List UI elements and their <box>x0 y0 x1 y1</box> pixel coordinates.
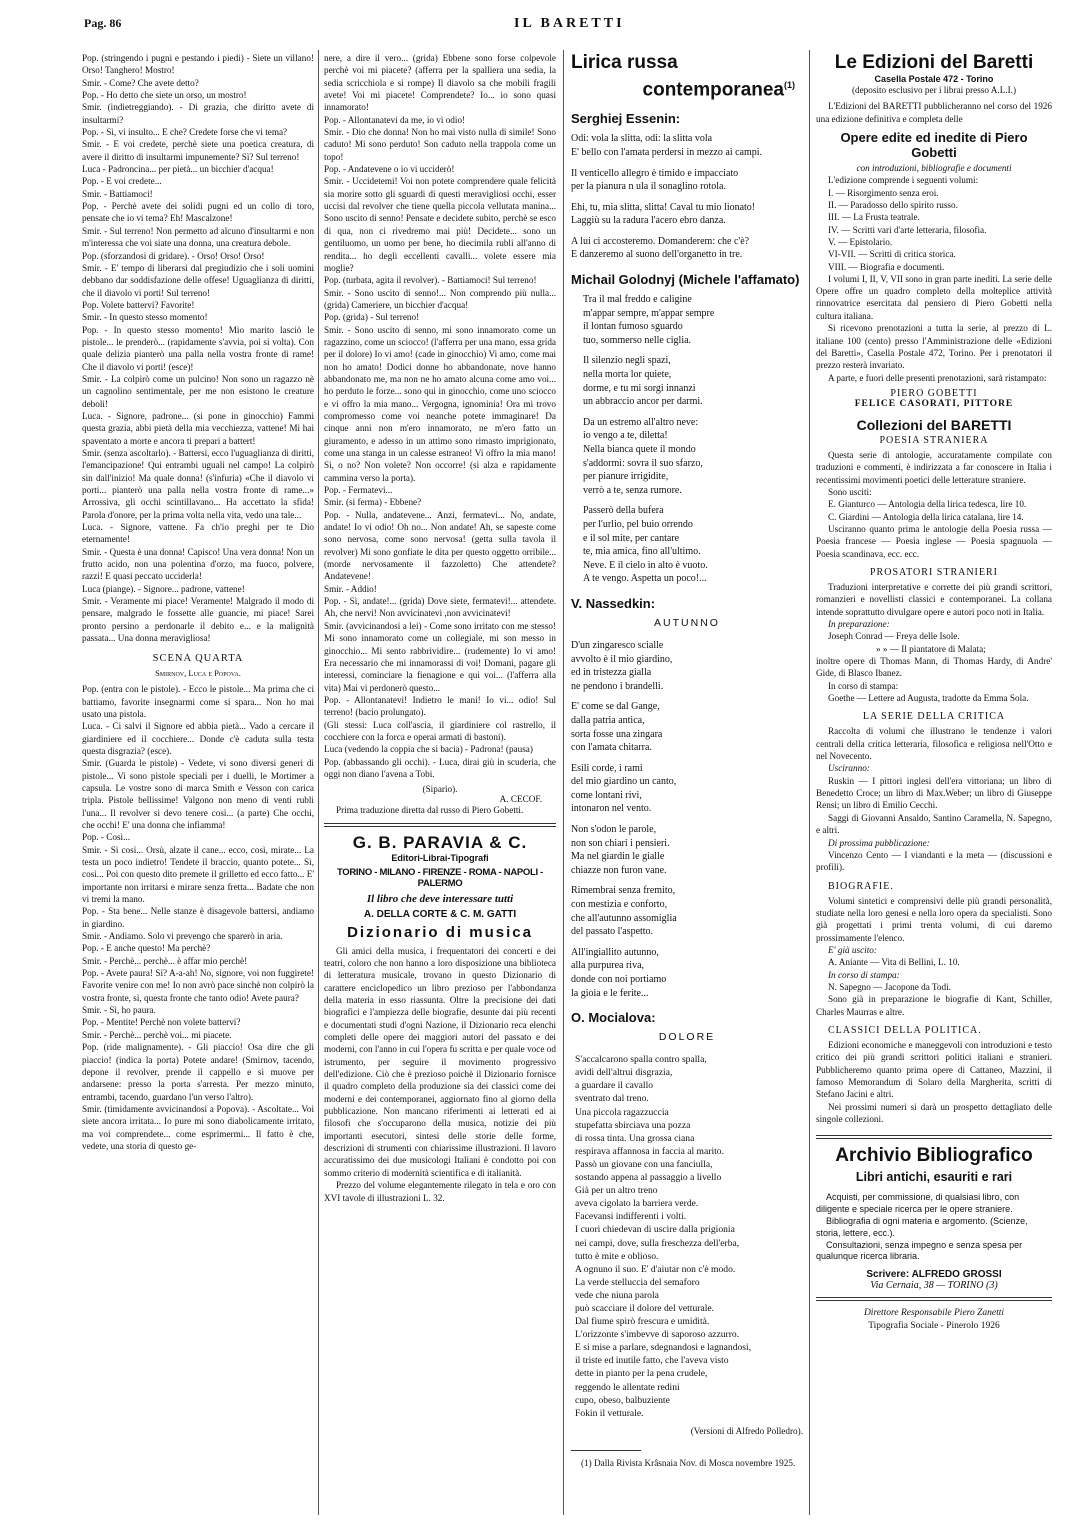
poem-line: s'addormì: sovra il suo sfarzo, <box>583 457 703 469</box>
poem-line: I cuori chiedevan di uscire dalla prigionia <box>575 1224 735 1236</box>
poem-line: S'accalcarono spalla contro spalla, <box>575 1054 707 1066</box>
reprint-title: FELICE CASORATI, PITTORE <box>854 398 1014 409</box>
dialogue-line: Pop. - Sì, andate!... (grida) Dove siete, fermatevi!... attendete. Ah, che nervi! Non avvicinatevi ,non avvicinatevi! <box>324 596 556 619</box>
archivio-title: Archivio Bibliografico <box>835 1145 1033 1167</box>
dialogue-line: Smir. - Sì, ho paura. <box>82 1005 156 1016</box>
volume-item: VIII. — Biografia e documenti. <box>828 261 945 272</box>
prosatori-heading: PROSATORI STRANIERI <box>870 566 998 578</box>
dialogue-line: Pop. - Andatevene o io vi ucciderò! <box>324 164 455 175</box>
poem-line: tuo, sommerso nelle ciglia. <box>583 334 692 346</box>
column-divider <box>318 50 319 1515</box>
paravia-tagline: Il libro che deve interessare tutti <box>366 892 514 905</box>
poem-line: come lontani rivi, <box>571 789 642 801</box>
lirica-title-1: Lirica russa <box>571 52 678 73</box>
scene-title: SCENA QUARTA <box>152 652 244 664</box>
publisher-column <box>816 52 1052 1512</box>
corso-2: Sono già in preparazione le biografie di Kant, Schiller, Charles Maurras e altre. <box>816 994 1052 1017</box>
poem-line: cupo, obeso, balbuziente <box>575 1394 670 1406</box>
archivio-acquisti: Acquisti, per commissione, di qualsiasi libro, con diligente e speciale ricerca per le opere straniere. <box>816 1192 1020 1215</box>
stanza-gap <box>571 939 803 946</box>
dialogue-line: Smir. (indietreggiando). - Di grazia, che diritto avete di insultarmi? <box>82 102 314 125</box>
poem-line: E' bello con l'amata perdersi in mezzo ai campi. <box>571 146 763 158</box>
poem-line: Tra il mal freddo e caligine <box>583 294 692 306</box>
divider <box>816 1135 1052 1139</box>
poem-line: può scacciare il dolore del vetturale. <box>575 1302 715 1314</box>
edizioni-intro: L'Edizioni del BARETTI pubblicheranno nel corso del 1926 una edizione definitiva e completa delle <box>816 101 1052 124</box>
poem-line: a guardare il cavallo <box>575 1080 654 1092</box>
dialogue-line: Pop. (sforzandosi di gridare). - Orso! Orso! Orso! <box>82 250 265 261</box>
poet-golodnyj: Michail Golodnyj (Michele l'affamato) <box>571 272 800 288</box>
divider <box>816 1297 1052 1301</box>
poem-line: sventrato dal treno. <box>575 1093 649 1105</box>
dialogue-line: Pop. (abbassando gli occhi). - Luca, dirai giù in scuderia, che oggi non diano l'avena a Tobi. <box>324 756 556 779</box>
dialogue-line: Smir. - E voi credete, perchè siete una poetica creatura, di avere il diritto di insultarmi impunemente? Sì? Sul terreno! <box>82 139 314 162</box>
poem-line: A te vengo. Aspetta un poco!... <box>583 573 707 585</box>
poem-line: non son chiari i pensieri. <box>571 837 670 849</box>
dizionario-authors: A. DELLA CORTE & C. M. GATTI <box>363 908 517 920</box>
dialogue-line: Pop. - E voi credete... <box>82 176 162 187</box>
poem-line: A lui ci accosteremo. Domanderem: che c'è? <box>571 235 750 247</box>
critica-list: Ruskin — I pittori inglesi dell'era vittoriana; un libro di Benedetto Croce; un libro di Max.Weber; un libro di Giuseppe Rensi; un libro di Emilio Cecchi. <box>816 775 1052 811</box>
stampa-label: In corso di stampa: <box>828 680 899 691</box>
dialogue-line: Smir. - Come? Che avete detto? <box>82 77 199 88</box>
play-dialogue-part2 <box>82 683 314 1152</box>
poem-line: sorta fosse una zingara <box>571 728 663 740</box>
poem-line: nella morta lor quiete, <box>583 369 672 381</box>
poem-line: Non s'odon le parole, <box>571 824 657 836</box>
opere-comprende: L'edizione comprende i seguenti volumi: <box>828 175 979 186</box>
poem-line: chiazze non furon vane. <box>571 864 667 876</box>
poem-line: Esili corde, i rami <box>571 762 643 774</box>
play-dialogue-part3 <box>324 52 556 780</box>
dialogue-line: Pop. - Allontanatevi da me, io vi odio! <box>324 114 466 125</box>
dialogue-line: Pop. - Ho detto che siete un orso, un mostro! <box>82 90 247 101</box>
uscito-2: C. Giardini — Antologia della lirica catalana, lire 14. <box>828 511 1024 522</box>
poem-line: donde con noi portiamo <box>571 974 667 986</box>
dialogue-line: Pop. - In questo stesso momento! Mio marito lasciò le pistole... le prenderò... (rapidamente s'avvia, poi si volta). Con quale delizia pianterò una palla nella vostra fronte di rame! Che il diavolo vi porti! (esce)! <box>82 324 314 372</box>
archivio-bibliografia: Bibliografia di ogni materia e argomento. (Scienze, storia, lettere, ecc.). <box>816 1215 1028 1238</box>
poem-essenin <box>571 132 803 262</box>
footer-director: Direttore Responsabile Piero Zanetti <box>863 1308 1005 1319</box>
poem-line: Passerò della bufera <box>583 505 664 517</box>
corso-1: N. Sapegno — Jacopone da Todi. <box>828 981 951 992</box>
poetry-column <box>571 52 803 1512</box>
poet-essenin: Serghiej Essenin: <box>571 111 681 127</box>
poem-line: tutto è mite e oblioso. <box>575 1250 659 1262</box>
poem-line: per pianure irrigidite, <box>583 471 669 483</box>
edizioni-text-1: I volumi I, II, V, VII sono in gran parte inediti. La serie delle Opere offre un quadro completo della molteplice attività rinnovatrice esercitata dal pensiero di Piero Gobetti nella cultura italiana. <box>816 273 1052 321</box>
footer-printer: Tipografia Sociale - Pinerolo 1926 <box>868 1321 1000 1332</box>
pross-pub-label: Di prossima pubblicazione: <box>828 837 930 848</box>
dialogue-line: Smir. - Perchè... perchè... è affar mio perchè! <box>82 955 248 966</box>
poem-line: La verde stelluccia del semaforo <box>575 1276 700 1288</box>
dialogue-line: Smir. - Battiamoci! <box>82 188 153 199</box>
uscito-1: E. Gianturco — Antologia della lirica tedesca, lire 10. <box>828 499 1027 510</box>
prep-2: » » — Il piantatore di Malata; <box>876 643 986 654</box>
dialogue-line: Smir. - Sono uscito di senno!... Non comprendo più nulla... (grida) Cameriere, un bicchier d'acqua! <box>324 287 556 310</box>
dialogue-line: Pop. (turbata, agita il revolver). - Battiamoci! Sul terreno! <box>324 275 537 286</box>
dialogue-line: Luca. - Signore, padrone... (si pone in ginocchio) Fammi questa grazia, abbi pietà della mia vecchiezza, vattene! Mi hai spaventato a morte e ancora ti prepari a battert! <box>82 410 314 446</box>
edizioni-text-3: A parte, e fuori delle presenti prenotazioni, sarà ristampato: <box>828 372 1047 383</box>
poem-line: Passò un giovane con una fanciulla, <box>575 1158 713 1170</box>
dialogue-line: Luca. - Ci salvi il Signore ed abbia pietà... Vado a cercare il giardiniere ed il cocchiere... Donde c'è caduta sulla testa questa disgrazia? (esce). <box>82 721 314 756</box>
archivio-contact: Scrivere: ALFREDO GROSSI <box>866 1269 1002 1281</box>
stanza-gap <box>583 409 803 416</box>
dialogue-line: Luca (vedendo la coppia che si bacia) - Padrona! (pausa) <box>324 744 533 755</box>
poem-line: Il silenzio negli spazi, <box>583 355 671 367</box>
dialogue-line: Smir. - Veramente mi piace! Veramente! Malgrado il modo di pensare, malgrado le fossette alle guancie, mi piace! Sarei pronto persino a perdonarle il debito e... e la malignità passata... Una donna meravigliosa! <box>82 596 314 644</box>
dialogue-line: Luca. - Signore, vattene. Fa ch'io preghi per te Dio eternamente! <box>82 522 314 545</box>
scene-characters: Smirnov, Luca e Popova. <box>155 667 241 678</box>
dialogue-line: Pop. - Così... <box>82 832 130 843</box>
poem-line: aveva cigolato la barriera verde. <box>575 1198 699 1210</box>
poem-line: ne pendono i brandelli. <box>571 680 664 692</box>
poem-line: io vengo a te, diletta! <box>583 430 668 442</box>
poesia-text: Questa serie di antologie, accuratamente compilate con traduzioni e commenti, è indirizzata a far conoscere in Italia i recentissimi movimenti poetici delle letterature straniere. <box>816 449 1052 485</box>
poem-dolore <box>571 1053 803 1420</box>
classici-heading: CLASSICI DELLA POLITICA. <box>828 1024 982 1036</box>
volume-item: III. — La Frusta teatrale. <box>828 212 920 223</box>
poem-line: che all'autunno assomiglia <box>571 912 677 924</box>
dialogue-line: Smir. - Andiamo. Solo vi prevengo che sparerò in aria. <box>82 931 283 942</box>
volume-item: V. — Epistolario. <box>828 236 893 247</box>
dialogue-line: (Gli stessi: Luca coll'ascia, il giardiniere col rastrello, il cocchiere con la forca e operai armati di bastoni). <box>324 719 556 742</box>
dizionario-price: Prezzo del volume elegantemente rilegato in tela e oro con XVI tavole di illustrazioni L. 32. <box>324 1180 556 1203</box>
pross-1: Vincenzo Cento — I viandanti e la meta — (discussioni e profili). <box>816 849 1052 873</box>
poet-nassedkin: V. Nassedkin: <box>571 595 656 611</box>
poem-line: te, mia amica, fino all'ultimo. <box>583 546 701 558</box>
gia-1: A. Aniante — Vita di Bellini, L. 10. <box>828 957 960 968</box>
play-column-1 <box>82 52 314 1512</box>
edizioni-deposit: (deposito esclusivo per i librai presso A.L.I.) <box>851 85 1017 95</box>
dialogue-line: Smir. - E' tempo di liberarsi dal pregiudizio che i soli uomini debbano dar soddisfazione delle offese! Uguaglianza di diritti, che il diavolo vi porti! Sul terreno! <box>82 262 314 298</box>
paravia-advert <box>324 833 556 1204</box>
footnote-rule <box>571 1450 641 1451</box>
poem-line: del mio giardino un canto, <box>571 776 677 788</box>
saggi-text: Saggi di Giovanni Ansaldo, Santino Caramella, N. Sapegno, e altri. <box>816 812 1052 836</box>
poem-line: Facevansi indifferenti i volti. <box>575 1211 687 1223</box>
poem-line: con l'amata chitarra. <box>571 742 652 754</box>
poem-line: respirava affannosa in faccia al marito. <box>575 1145 724 1157</box>
dialogue-line: Pop. - Sì, vi insulto... E che? Credete forse che vi tema? <box>82 127 288 138</box>
page-number: Pag. 86 <box>84 16 122 30</box>
stanza-gap <box>571 160 803 167</box>
opere-subtitle: con introduzioni, bibliografie e documenti <box>856 163 1012 174</box>
poem-line: con mestizia e conforto, <box>571 899 668 911</box>
dialogue-line: Pop. - Fermatevi... <box>324 485 393 496</box>
poem-line: dalla patria antica, <box>571 714 645 726</box>
biografie-text: Volumi sintetici e comprensivi delle più grandi personalità, studiate nella loro genesi e nella loro opera da specialisti. Sono già progettati i primi trenta volumi, di cui daremo prossimamente l'elenco. <box>816 895 1052 943</box>
dialogue-line: Pop. - Nulla, andatevene... Anzi, fermatevi... No, andate, andate! Io vi odio! Oh no... Non andate! Ah, se sapeste come sono nervosa, come sono nervosa! (getta sulla tavola il revolver) Mi sono gonfiate le dita per questo oggetto orribile... (morde nervosamente il fazzoletto) Che attendete? Andatevene! <box>324 509 556 582</box>
poem-line: avvolto è il mio giardino, <box>571 653 673 665</box>
prep-label: In preparazione: <box>828 619 890 630</box>
usciranno-label: Usciranno: <box>828 763 870 774</box>
play-dialogue-part1 <box>82 52 314 645</box>
dialogue-line: Pop. Volete battervi? Favorite! <box>82 299 195 310</box>
gia-label: E' già uscito: <box>828 944 877 955</box>
poem-line: nei campi, dove, sulla freschezza dell'erba, <box>575 1237 740 1249</box>
poem-line: m'appar sempre, m'appar sempre <box>583 307 715 319</box>
archivio-address: Via Cernaia, 38 — TORINO (3) <box>870 1280 998 1292</box>
poem-line: avidi dell'altrui disgrazia, <box>575 1067 673 1079</box>
lirica-title-note: (1) <box>784 80 795 90</box>
poem-golodnyj <box>571 293 803 586</box>
poem-line: vede che niuna parola <box>575 1289 659 1301</box>
dialogue-line: Pop. (ride malignamente). - Gli piaccio! Osa dire che gli piaccio! (indica la porta) Potete andare! (Smirnov, tacendo, depone il revolver, prende il cappello e si muove per andarsene: presso la porta s'arresta. Per mezzo minuto, entrambi, tacendo, guardano l'un verso l'altro). <box>82 1042 314 1102</box>
dizionario-title: Dizionario di musica <box>347 923 533 941</box>
stanza-gap <box>571 194 803 201</box>
volume-item: VI-VII. — Scritti di critica storica. <box>828 249 956 260</box>
play-column-2 <box>324 52 556 1512</box>
translator-credit: (Versioni di Alfredo Polledro). <box>690 1425 803 1436</box>
page-header <box>84 16 1004 32</box>
dialogue-line: Smir. - Perchè... perchè voi... mi piacete. <box>82 1029 232 1040</box>
dialogue-line: Smir. - Sul terreno! Non permetto ad alcuno d'insultarmi e non m'interessa che voi siate una donna, una creatura debole. <box>82 225 314 249</box>
poem-line: D'un zingaresco scialle <box>571 639 664 651</box>
paravia-subtitle: Editori-Librai-Tipografi <box>391 852 489 863</box>
poem-line: stupefatta sbirciava una pozza <box>575 1119 691 1131</box>
volume-list <box>816 187 1052 273</box>
poem-line: dette in pianto per la pena crudele, <box>575 1368 708 1380</box>
poem-line: All'ingiallito autunno, <box>571 946 659 958</box>
reprint-author: PIERO GOBETTI <box>890 387 978 399</box>
dialogue-line: Smir. (timidamente avvicinandosi a Popova). - Ascoltate... Voi siete ancora irritata... Io pure mi sono diabolicamente irritato, ma voi comprendete... come esprimermi... Il fatto è che, vedete, una storia di questo ge- <box>82 1103 314 1151</box>
poem-line: Laggiù su la radura l'acero ebro danza. <box>571 215 726 227</box>
poem-line: ed in tristezza gialla <box>571 667 652 679</box>
dialogue-line: Pop. (grida) - Sul terreno! <box>324 312 420 323</box>
dialogue-line: nere, a dire il vero... (grida) Ebbene sono forse colpevole perchè voi mi piacete? (afferra per la spalliera una sedia, la sedia scricchiola e si rompe) Il diavolo sa che mobili fragili avete! Voi mi piacete! Comprendete? Io... io sono quasi innamorato! <box>324 53 556 113</box>
poem-line: alla purpurea riva, <box>571 960 645 972</box>
paravia-name: G. B. PARAVIA & C. <box>352 832 528 852</box>
archivio-consultazioni: Consultazioni, senza impegno e senza spesa per qualunque ricerca libraria. <box>816 1239 1023 1262</box>
poem-line: il lontan fumoso sguardo <box>583 321 683 333</box>
dialogue-line: Pop. - Perchè avete dei solidi pugni ed un collo di toro, pensate che io vi tema? Eh! Mascalzone! <box>82 201 314 224</box>
stanza-gap <box>571 755 803 762</box>
poem-line: il triste ed inutile fatto, che l'aveva visto <box>575 1355 729 1367</box>
prossimi-text: Usciranno quanto prima le antologie della Poesia russa — Poesia francese — Poesia inglese — Poesia spagnuola — Poesia scandinava, ecc. ecc. <box>816 523 1052 559</box>
poem-line: Da un estremo all'altro neve: <box>583 416 699 428</box>
stanza-gap <box>583 347 803 354</box>
paravia-cities: TORINO - MILANO - FIRENZE - ROMA - NAPOLI - PALERMO <box>336 866 544 889</box>
dialogue-line: Luca (piange). - Signore... padrone, vattene! <box>82 583 245 594</box>
poesia-heading: POESIA STRANIERA <box>879 434 989 446</box>
volume-item: IV. — Scritti vari d'arte letteraria, filosofia. <box>828 224 987 235</box>
poem-line: la gioia e le ferite... <box>571 987 649 999</box>
poem-line: per la pianura n ula il sonaglino rotola. <box>571 181 726 193</box>
dialogue-line: Smir. - La colpirò come un pulcino! Non sono un ragazzo nè un cagnolino sentimentale, per me non esistono le creature deboli! <box>82 373 314 409</box>
collezioni-title: Collezioni del BARETTI <box>856 416 1012 433</box>
dialogue-line: Pop. (entra con le pistole). - Ecco le pistole... Ma prima che ci battiamo, favorite insegnarmi come si spara... Non ho mai usato una pistola. <box>82 684 314 719</box>
classici-text-2: Nei prossimi numeri si darà un prospetto dettagliato delle singole collezioni. <box>816 1101 1052 1125</box>
divider <box>324 823 556 827</box>
biografie-heading: BIOGRAFIE. <box>828 880 894 892</box>
column-divider <box>563 50 564 1515</box>
poem-line: Ehi, tu, mia slitta, slitta! Caval tu mio lionato! <box>571 201 756 213</box>
dialogue-line: Smir. - Questa è una donna! Capisco! Una vera donna! Non un frutto acido, non una polentina d'orzo, ma fuoco, polvere, razzi! E quasi peccato ucciderla! <box>82 546 314 582</box>
usciti-label: Sono usciti: <box>828 486 872 497</box>
poem-line: sostando appena al passaggio a livello <box>575 1172 722 1184</box>
poem-line: Dal fiume spirò frescura e umidità. <box>575 1316 710 1328</box>
poem-line: Il venticello allegro è timido e impacciato <box>571 167 739 179</box>
poem-line: di rossa tinta. Una grossa ciana <box>575 1132 695 1144</box>
stanza-gap <box>571 228 803 235</box>
poem-line: E danzeremo al suono dell'organetto in tre. <box>571 249 743 261</box>
poem-line: e il sol mite, per cantare <box>583 532 680 544</box>
poem-line: Una piccola ragazzuccia <box>575 1106 669 1118</box>
poem-line: A ognuno il suo. E' d'aiutar non c'è modo. <box>575 1263 736 1275</box>
poem-line: Neve. E il cielo in alto è vuoto. <box>583 559 708 571</box>
poem-line: Odi: vola la slitta, odi: la slitta vola <box>571 133 713 145</box>
dialogue-line: Smir. (avvicinandosi a lei) - Come sono irritato con me stesso! Mi sono innamorato come un collegiale, mi son messo in ginocchio... Mi sento rabbrividire... (rudemente) Io vi amo! Era necessario che mi innamorassi di voi! Domani, pagare gli interessi, cominciare la fienagione e qui voi... (l'afferra alla vita) Mai vi perdonerò questo... <box>324 620 556 693</box>
poem-line: reggendo le allentate redini <box>575 1381 680 1393</box>
dialogue-line: Pop. - E anche questo! Ma perchè? <box>82 943 211 954</box>
poem-line: Rimembrai senza fremito, <box>571 885 676 897</box>
volume-item: I. — Risorgimento senza eroi. <box>828 187 939 198</box>
dialogue-line: Smir. - Dio che donna! Non ho mai visto nulla di simile! Sono caduto! Mi sono perduto! Son caduto nella trappola come un topo! <box>324 127 556 162</box>
critica-heading: LA SERIE DELLA CRITICA <box>862 711 1006 723</box>
critica-text: Raccolta di volumi che illustrano le tendenze i valori centrali della critica letteraria, filosofica e religiosa nell'Otto e nel Novecento. <box>816 726 1052 762</box>
footnote: (1) Dalla Rivista Krâsnaia Nov. di Mosca novembre 1925. <box>581 1457 796 1468</box>
dialogue-line: Smir. (Guarda le pistole) - Vedete, vi sono diversi generi di pistole... Vi sono pistole speciali per i duelli, le Mortimer a capsula. Le vostre sono di marca Smith e Vesson con carica tripla. Pistole bellissime! Valgono non meno di venti rubli l'una... Il revolver si devo tenere così... (a parte) Che occhi, che occhi! E' una donna che infiamma! <box>82 758 314 830</box>
dialogue-line: Smir. - Uccidetemi! Voi non potete comprendere quale felicità sia morire sotto gli sguardi di questi meravigliosi occhi, esser uccisi dal revolver che tiene quella piccola vellutata manina... Sono uscito di senno! Pensate e decidete subito, perchè se esco di qua, non ci rivedremo mai più! Decidete... sono un gentiluomo, un uomo per bene, ho diecimila rubli all'anno di rendita... ho degli eccellenti cavalli... volete essere mia moglie? <box>324 176 556 273</box>
stampa-1: Goethe — Lettere ad Augusta, tradotte da Emma Sola. <box>828 693 1029 704</box>
poem-line: Fokin il vetturale. <box>575 1407 644 1419</box>
poem-line: verrò a te, senza rumore. <box>583 484 682 496</box>
prep-3: inoltre opere di Thomas Mann, di Thomas Hardy, di Andre' Gide, di Blasco Ibanez. <box>816 656 1052 679</box>
poem-title-autunno: AUTUNNO <box>654 616 720 629</box>
stanza-gap <box>571 816 803 823</box>
archivio-subtitle: Libri antichi, esauriti e rari <box>855 1170 1013 1185</box>
poem-line: Già per un altro treno <box>575 1185 658 1197</box>
stanza-gap <box>571 877 803 884</box>
classici-text: Edizioni economiche e maneggevoli con introduzioni e testo critico dei più grandi scrittori politici italiani e stranieri. Pubblicheremo quanto prima opere di Cattaneo, Mazzini, il famoso Memorandum di Solaro della Margherita, scritti di Stefano Jacini e altri. <box>816 1039 1052 1100</box>
edizioni-text-2: Si ricevono prenotazioni a tutta la serie, al prezzo di L. italiane 100 (cento) presso l'Amministrazione delle «Edizioni del Baretti», Casella Postale 472, Torino. Per i prenotatori il prezzo resterà invariato. <box>816 323 1052 371</box>
poem-line: un abbraccio ancor per darmi. <box>583 396 703 408</box>
translation-note: Prima traduzione diretta dal russo di Piero Gobetti. <box>336 805 524 816</box>
dialogue-line: Luca - Padroncina... per pietà... un bicchier d'acqua! <box>82 164 274 175</box>
poet-mocialova: O. Mocialova: <box>571 1010 656 1026</box>
poem-line: E' come se dal Gange, <box>571 701 660 713</box>
dialogue-line: Smir. - Addio! <box>324 583 377 594</box>
poem-line: del passato l'aspetto. <box>571 926 654 938</box>
poem-line: intonaron nel vento. <box>571 803 652 815</box>
volume-item: II. — Paradosso dello spirito russo. <box>828 200 958 211</box>
stanza-gap <box>571 693 803 700</box>
dialogue-line: Pop. - Avete paura! Sì? A-a-ah! No, signore, voi non fuggirete! Favorite venire con me! Io non avrò pace sinchè non colpirò la vostra fronte, sì, questa fronte che tanto odio! Avete paura? <box>82 968 314 1003</box>
dizionario-description: Gli amici della musica, i frequentatori dei concerti e dei teatri, coloro che non hanno a loro disposizione una biblioteca di letteratura musicale, trovano in questo Dizionario di carattere enciclopedico un libro prezioso per l'abbondanza della materia in esso riassunta. Oltre la precisione dei dati biografici e l'ampiezza delle biografie, desunte dai più recenti e documentati studi d'ogni Nazione, il Dizionario reca elenchi completi delle opere dei maggiori autori del passato e dei moderni, con l'anno in cui l'opera fu scritta e per quale voce od istrumento, per seguire il movimento progressivo dell'edizione. Ciò che è prezioso poichè il Dizionario fornisce il quadro completo della produzione sia dei classici come dei moderni e dei contemporanei, aggiornato fino al giorno della pubblicazione. Non mancano riferimenti ai letterati ed ai filosofi che s'occuparono della musica, notizie dei più importanti esecutori, sintesi delle storie delle forme, descrizioni di strumenti con chiarissime illustrazioni. Il lavoro accuratissimo dei due musicologi Italiani è condotto poi con sommo criterio di modernità scientifica e di italianità. <box>324 945 556 1178</box>
prep-1: Joseph Conrad — Freya delle Isole. <box>828 631 960 642</box>
edizioni-title: Le Edizioni del Baretti <box>834 52 1034 73</box>
poem-autunno <box>571 639 803 1000</box>
dialogue-line: Smir. - In questo stesso momento! <box>82 312 208 323</box>
lirica-title-2-text: contemporanea <box>642 79 784 101</box>
dialogue-line: Smir. - Sono uscito di senno, mi sono innamorato come un ragazzino, come un sciocco! (l'afferra per una mano, essa grida per il dolore) Io vi amo! (cade in ginocchio) Vi amo, come mai non ho amato! Dodici donne ho abbandonate, nove hanno abbandonato me, ma non ne ho amato alcuna come amo voi... ho perduto le forze... sono qui in ginocchio, come uno sciocco e vi offro la mia mano... Vergogna, ignominia! Ora mi trovo compromesso come voi neanche potete immaginare! Da cinque anni non m'ero innamorato, ne m'ero fatto un giuramento, e adesso in un attimo sono rimasto imprigionato, come una stanga in un calesse estraneo! Vi offro la mia mano! Sì, o no? Non volete? Non occorre! (si alza e rapidamente cammina verso la porta). <box>324 324 556 483</box>
lirica-title-2 <box>571 74 795 101</box>
edizioni-box: Casella Postale 472 - Torino <box>874 74 994 84</box>
poem-line: L'orizzonte s'imbevve di saporoso azzurro. <box>575 1329 740 1341</box>
poem-line: E si mise a parlare, sdegnandosi e lagnandosi, <box>575 1342 752 1354</box>
column-divider <box>809 50 810 1515</box>
curtain: (Sipario). <box>422 784 458 795</box>
dialogue-line: Pop. - Mentite! Perchè non volete battervi? <box>82 1017 241 1028</box>
poem-title-dolore: DOLORE <box>658 1031 716 1044</box>
dialogue-line: Pop. - Allontanatevi! Indietro le mani! Io vi... odio! Sul terreno! (bacio prolungato). <box>324 694 556 718</box>
stanza-gap <box>583 497 803 504</box>
poem-line: dorme, e tu mi sorgi innanzi <box>583 382 696 394</box>
dialogue-line: Smir. (si ferma) - Ebbene? <box>324 497 422 508</box>
dialogue-line: Smir. (senza ascoltarlo). - Battersi, ecco l'uguaglianza di diritti, l'emancipazione! Qui entrambi uguali nel campo! La colpirò sin dall'inizio! Ma quale donna! (s'infuria) «Che il diavolo vi porti... pianterò una palla nella vostra fronte di rame...» Arrossiva, gli occhi scintillavano... Ha accettato la sfida! Parola d'onore, per la prima volta nella vita, vedo una tale... <box>82 448 314 520</box>
archivio-advert <box>816 1145 1052 1291</box>
poem-line: Nella bianca quete il mondo <box>583 444 696 456</box>
prosatori-text: Traduzioni interpretative e corrette dei più grandi scrittori, romanzieri e novellisti classici e contemporanei. La collana intende soprattutto divulgare opere e autori poco noti in Italia. <box>816 581 1052 617</box>
poem-line: Ma nel giardin le gialle <box>571 851 665 863</box>
play-author: A. CECOF. <box>499 794 542 805</box>
dialogue-line: Pop. - Sta bene... Nelle stanze è disagevole battersi, andiamo in giardino. <box>82 906 314 929</box>
poem-line: per l'urlio, pel buio orrendo <box>583 518 693 530</box>
corso-label: In corso di stampa: <box>828 969 900 980</box>
dialogue-line: Pop. (stringendo i pugni e pestando i piedi) - Siete un villano! Orso! Tanghero! Mostro! <box>82 53 314 76</box>
opere-title: Opere edite ed inedite di Piero Gobetti <box>840 130 1028 161</box>
journal-title: IL BARETTI <box>514 16 625 31</box>
dialogue-line: Smir. - Sì così... Orsù, alzate il cane... ecco, così, mirate... La testa un poco indietro! Tendete il braccio, quanto potete... Sì, così... Poi con questo dito premete il grilletto ed ecco fatto... E' importante non irritarsi e mirare senza fretta... Badate che non vi tremi la mano. <box>82 844 314 905</box>
